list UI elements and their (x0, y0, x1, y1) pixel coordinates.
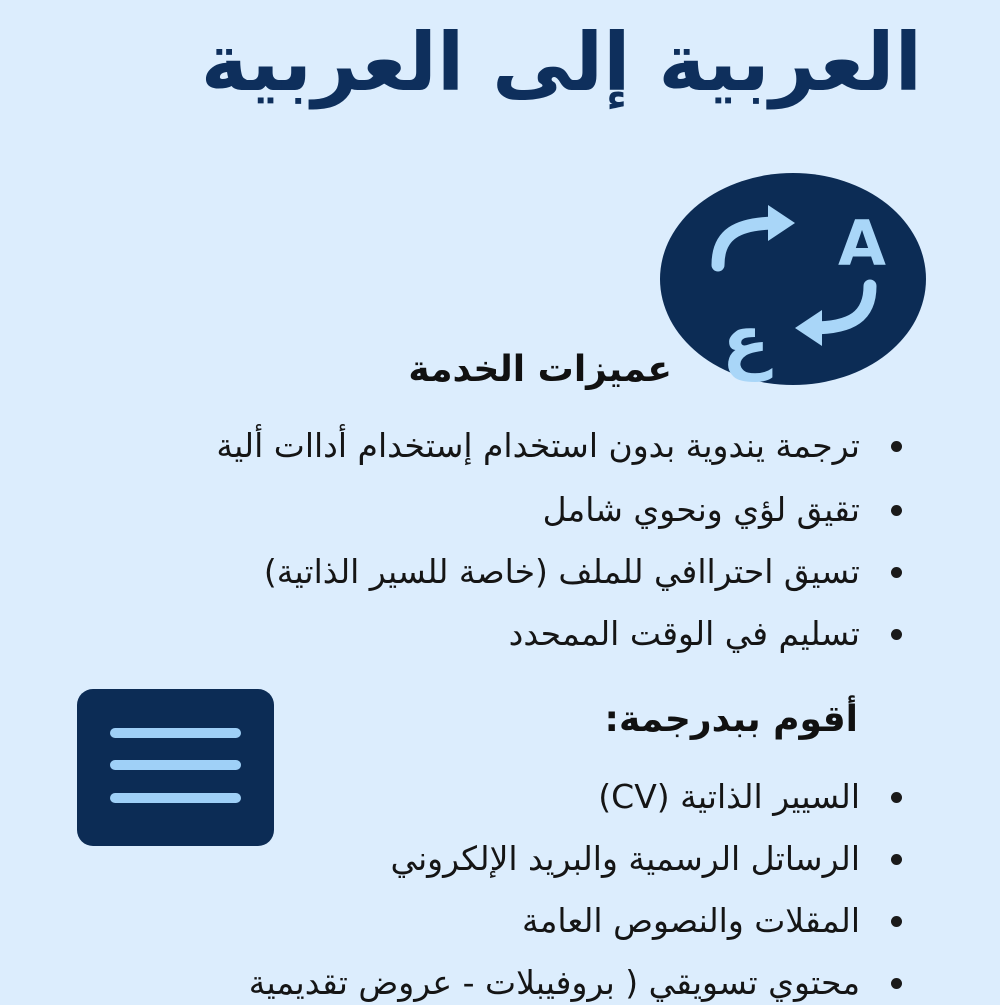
letter-ain: ع (722, 300, 770, 382)
bullet-icon (891, 916, 902, 927)
feature-text: تقيق لؤي ونحوي شامل (542, 490, 860, 529)
page-title: العربية إلى العربية (200, 16, 922, 109)
list-item (522, 899, 908, 943)
service-text: الرساتل الرسمية والبريد الإلكروني (390, 839, 860, 878)
feature-text: تسيق احتراافي للملف (خاصة للسير الذاتية) (263, 552, 860, 591)
service-text: المقلات والنصوص العامة (522, 901, 860, 940)
letter-a: A (838, 207, 886, 280)
features-heading: عميزات الخدمة (408, 349, 672, 390)
bullet-icon (891, 792, 902, 803)
list-item (598, 775, 908, 819)
service-text: محتوي تسويقي ( بروفيبلات - عروض تقديمية (248, 963, 860, 1002)
bullet-icon (891, 854, 902, 865)
feature-text: تسليم في الوقت الممحدد (508, 614, 860, 653)
list-item (390, 837, 908, 881)
list-item (249, 961, 908, 1005)
feature-text: ترجمة يندوية بدون استخدام إستخدام أداات ألية (216, 426, 860, 465)
services-heading: أقوم ببدرجمة: (604, 699, 858, 740)
bullet-icon (891, 978, 902, 989)
service-text: السيير الذاتية (CV) (598, 777, 860, 816)
